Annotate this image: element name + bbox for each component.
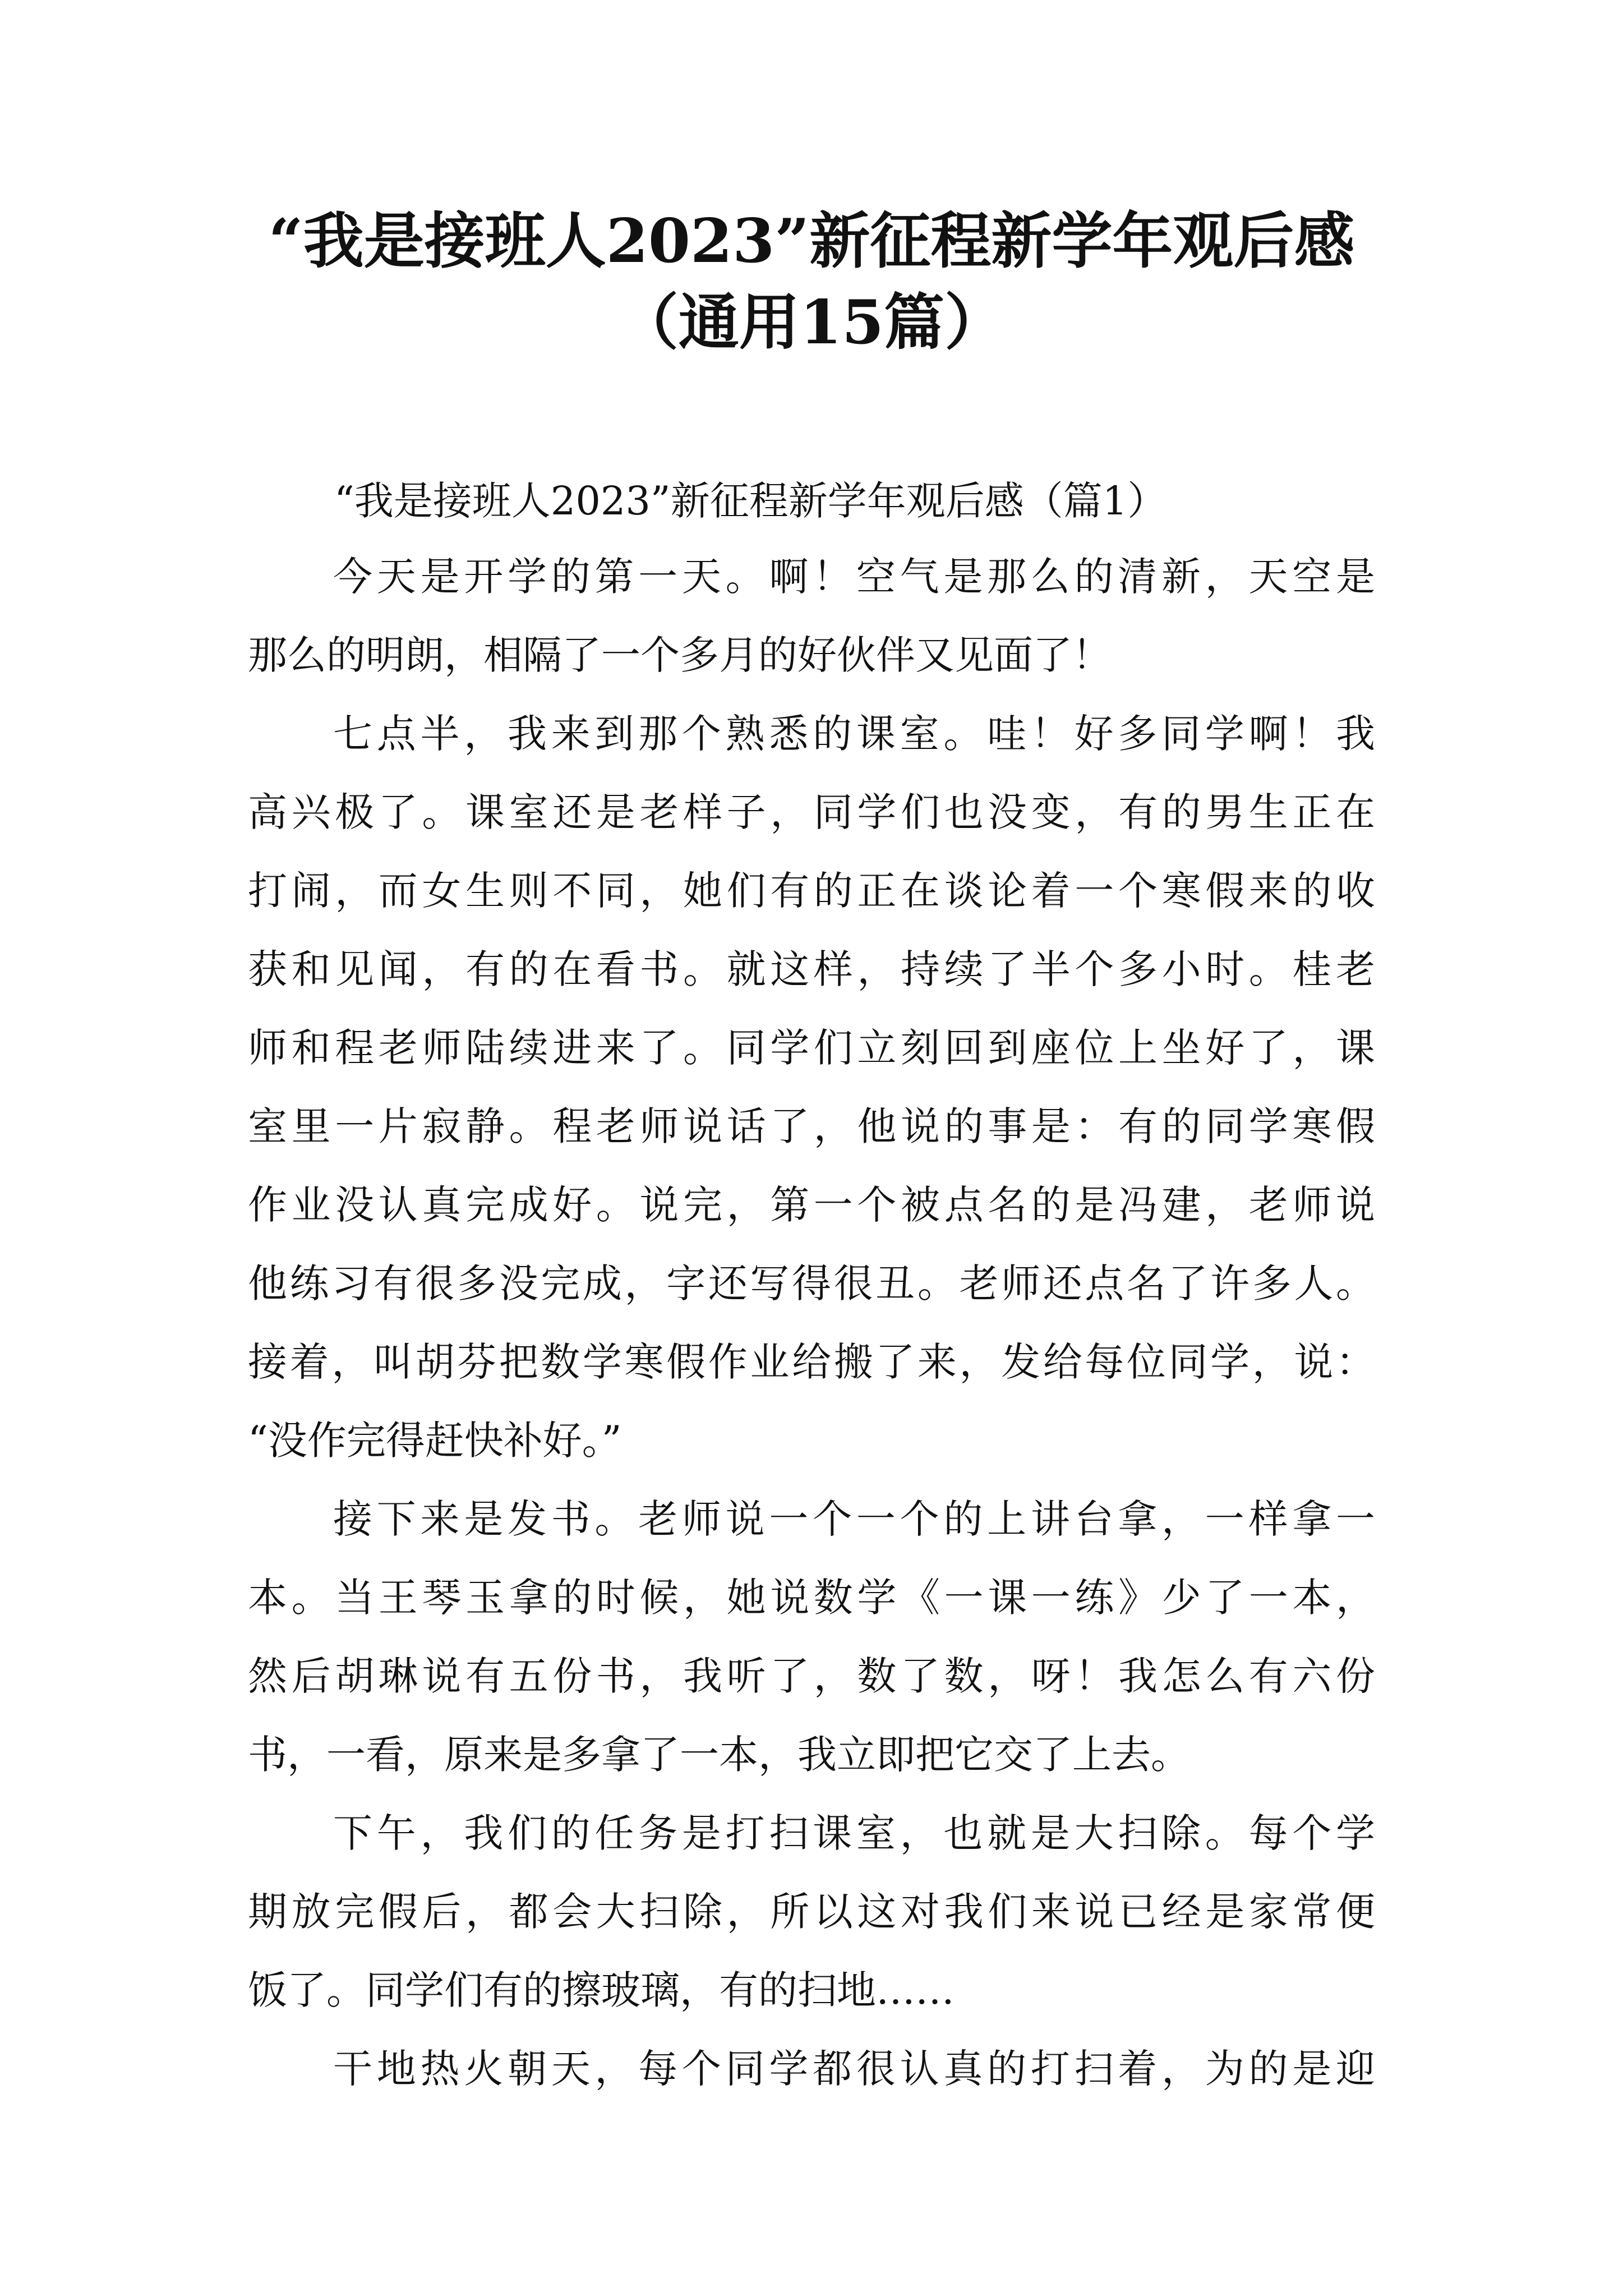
paragraph-line: 接着，叫胡芬把数学寒假作业给搬了来，发给每位同学，说：	[248, 1339, 1375, 1385]
document-title-line-2: （通用15篇）	[617, 287, 1006, 358]
paragraph-line: 书，一看，原来是多拿了一本，我立即把它交了上去。	[248, 1732, 1190, 1778]
paragraph-line: 获和见闻，有的在看书。就这样，持续了半个多小时。桂老	[248, 946, 1375, 992]
paragraph-line: 本。当王琴玉拿的时候，她说数学《一课一练》少了一本，	[248, 1575, 1375, 1621]
body-text	[248, 0, 1375, 2296]
paragraph-line: 然后胡琳说有五份书，我听了，数了数，呀！我怎么有六份	[248, 1653, 1375, 1699]
paragraph-line: 期放完假后，都会大扫除，所以这对我们来说已经是家常便	[248, 1889, 1375, 1935]
paragraph-line: 他练习有很多没完成，字还写得很丑。老师还点名了许多人。	[248, 1260, 1375, 1306]
paragraph-line: 七点半，我来到那个熟悉的课室。哇！好多同学啊！我	[333, 711, 1375, 757]
document-title-line-1: “我是接班人2023”新征程新学年观后感	[268, 206, 1355, 277]
paragraph-line: 那么的明朗，相隔了一个多月的好伙伴又见面了！	[248, 632, 1112, 678]
paragraph-line: 作业没认真完成好。说完，第一个被点名的是冯建，老师说	[248, 1182, 1375, 1228]
paragraph-line: 师和程老师陆续进来了。同学们立刻回到座位上坐好了，课	[248, 1025, 1375, 1071]
paragraph-line: 饭了。同学们有的擦玻璃，有的扫地……	[248, 1967, 955, 2013]
paragraph-line: 室里一片寂静。程老师说话了，他说的事是：有的同学寒假	[248, 1103, 1375, 1149]
paragraph-line: “没作完得赶快补好。”	[248, 1418, 622, 1464]
paragraph-line: 高兴极了。课室还是老样子，同学们也没变，有的男生正在	[248, 789, 1375, 835]
paragraph-line: 下午，我们的任务是打扫课室，也就是大扫除。每个学	[333, 1810, 1375, 1856]
paragraph-line: 今天是开学的第一天。啊！空气是那么的清新，天空是	[333, 554, 1375, 600]
paragraph-line: 打闹，而女生则不同，她们有的正在谈论着一个寒假来的收	[248, 868, 1375, 914]
section-heading: “我是接班人2023”新征程新学年观后感（篇1）	[334, 478, 1167, 524]
paragraph-line: 接下来是发书。老师说一个一个的上讲台拿，一样拿一	[333, 1496, 1375, 1542]
paragraph-line: 干地热火朝天，每个同学都很认真的打扫着，为的是迎	[333, 2046, 1375, 2092]
